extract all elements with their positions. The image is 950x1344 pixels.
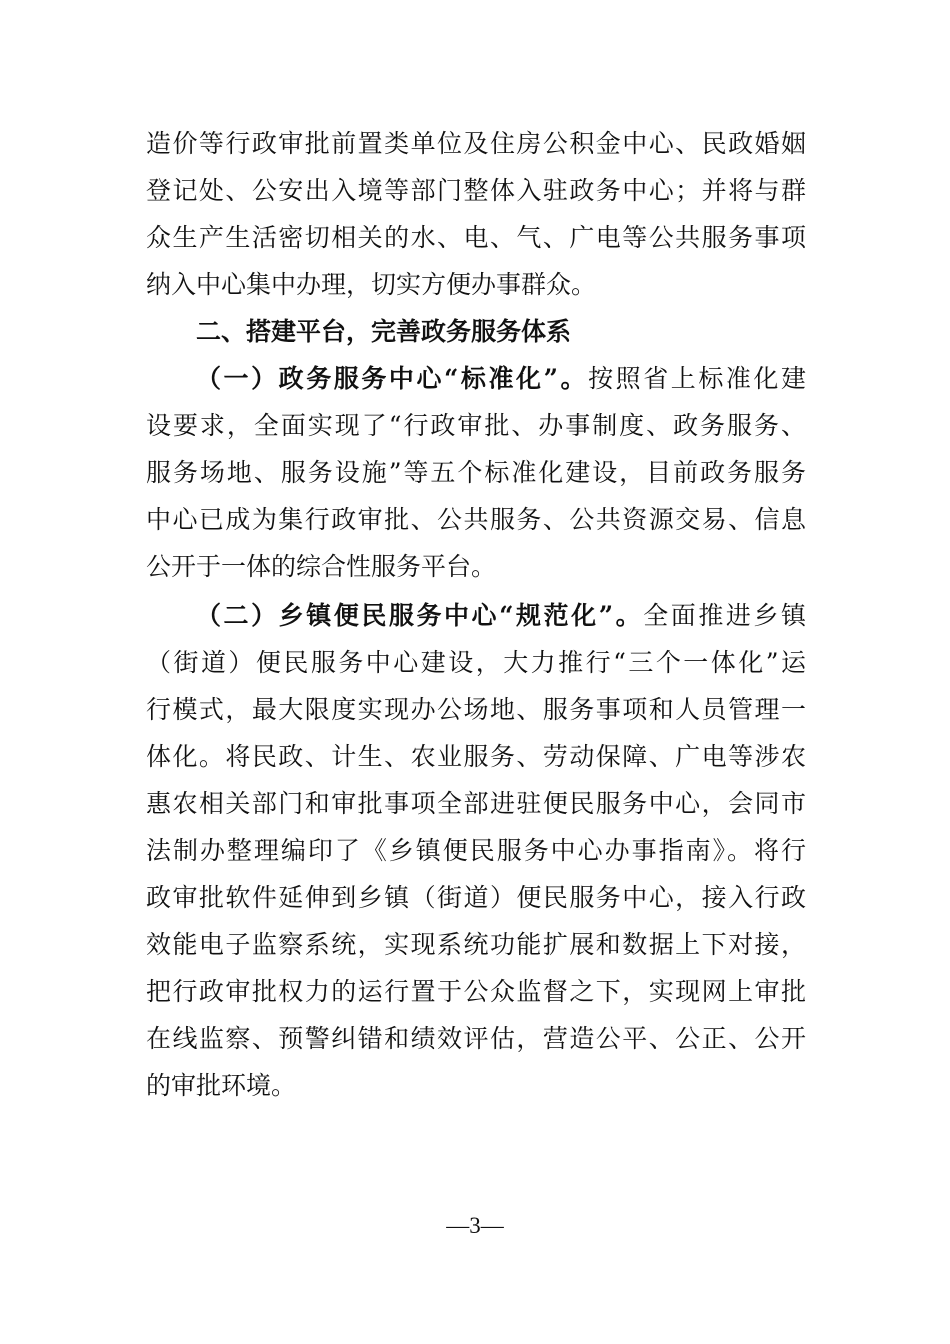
paragraph-3-line-5: 惠农相关部门和审批事项全部进驻便民服务中心，会同市 xyxy=(146,789,806,818)
paragraph-1-line-1: 造价等行政审批前置类单位及住房公积金中心、民政婚姻 xyxy=(146,129,806,158)
paragraph-3-line-2: （街道）便民服务中心建设，大力推行“三个一体化”运 xyxy=(146,648,806,677)
paragraph-2-line-3: 服务场地、服务设施”等五个标准化建设，目前政务服务 xyxy=(146,458,806,487)
paragraph-3-line-9: 把行政审批权力的运行置于公众监督之下，实现网上审批 xyxy=(146,977,806,1006)
paragraph-2-line-2: 设要求，全面实现了“行政审批、办事制度、政务服务、 xyxy=(146,411,806,440)
paragraph-2-line-1 xyxy=(196,359,806,399)
page-number: —3— xyxy=(446,1213,504,1238)
paragraph-3-line-10: 在线监察、预警纠错和绩效评估，营造公平、公正、公开 xyxy=(146,1024,806,1053)
paragraph-2-lead: （一）政务服务中心“标准化”。 xyxy=(196,364,589,393)
paragraph-3-first-line-rest: 全面推进乡镇 xyxy=(643,601,806,630)
paragraph-3-line-7: 政审批软件延伸到乡镇（街道）便民服务中心，接入行政 xyxy=(146,883,806,912)
paragraph-3-line-6: 法制办整理编印了《乡镇便民服务中心办事指南》。将行 xyxy=(146,836,806,865)
paragraph-1-line-3: 众生产生活密切相关的水、电、气、广电等公共服务事项 xyxy=(146,223,806,252)
paragraph-2-line-5: 公开于一体的综合性服务平台。 xyxy=(146,552,497,581)
paragraph-1-line-2: 登记处、公安出入境等部门整体入驻政务中心；并将与群 xyxy=(146,176,806,205)
paragraph-3-line-11: 的审批环境。 xyxy=(146,1071,297,1100)
paragraph-3-line-1 xyxy=(196,596,806,636)
paragraph-3-line-8: 效能电子监察系统，实现系统功能扩展和数据上下对接， xyxy=(146,930,806,959)
paragraph-2-first-line-rest: 按照省上标准化建 xyxy=(588,364,806,393)
paragraph-3-lead: （二）乡镇便民服务中心“规范化”。 xyxy=(196,601,644,630)
paragraph-1-line-4: 纳入中心集中办理，切实方便办事群众。 xyxy=(146,270,597,299)
section-heading: 二、搭建平台，完善政务服务体系 xyxy=(196,317,572,346)
paragraph-3-line-3: 行模式，最大限度实现办公场地、服务事项和人员管理一 xyxy=(146,695,806,724)
paragraph-3-line-4: 体化。将民政、计生、农业服务、劳动保障、广电等涉农 xyxy=(146,742,806,771)
paragraph-2-line-4: 中心已成为集行政审批、公共服务、公共资源交易、信息 xyxy=(146,505,806,534)
